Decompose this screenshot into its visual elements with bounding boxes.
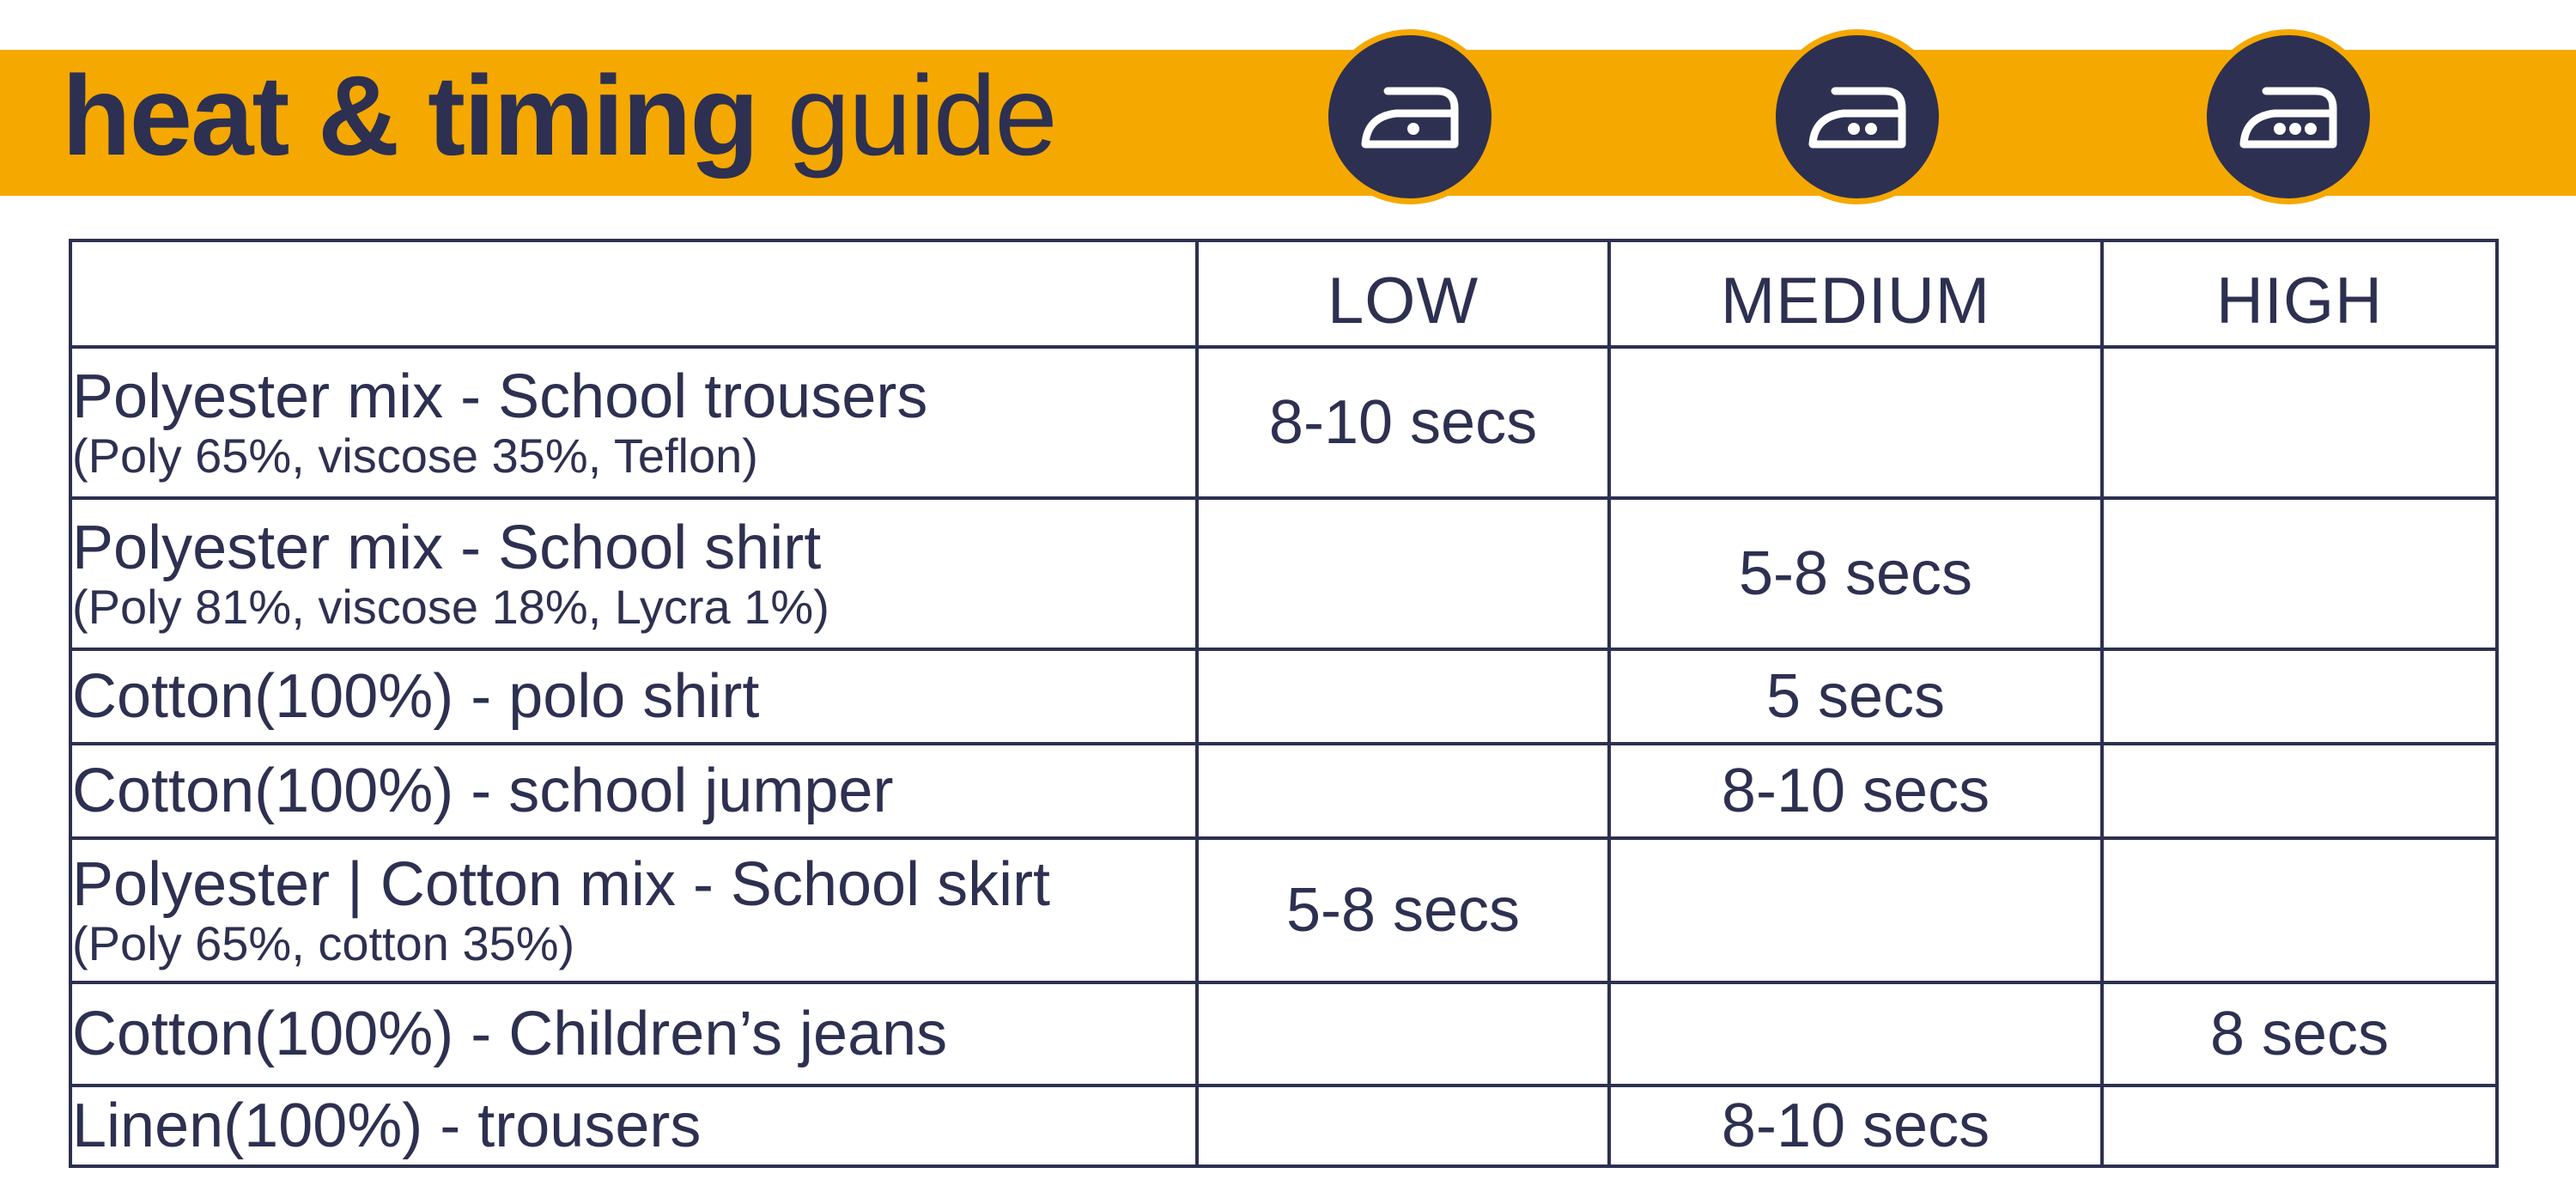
low-cell [1197, 744, 1609, 838]
fabric-composition: (Poly 65%, cotton 35%) [72, 916, 575, 970]
high-cell [2102, 498, 2497, 649]
low-cell [1197, 498, 1609, 649]
fabric-cell [70, 347, 1197, 498]
low-cell: 5-8 secs [1197, 838, 1609, 982]
fabric-cell [70, 744, 1197, 838]
header-high: HIGH [2102, 240, 2497, 347]
iron-glyph [1358, 82, 1462, 151]
fabric-name: Cotton(100%) - polo shirt [72, 662, 760, 731]
medium-cell: 5 secs [1609, 649, 2102, 744]
fabric-name: Polyester | Cotton mix - School skirt [72, 850, 1051, 919]
high-cell: 8 secs [2102, 982, 2497, 1085]
fabric-cell [70, 498, 1197, 649]
heat-timing-table [69, 239, 2499, 1168]
fabric-name: Cotton(100%) - Children’s jeans [72, 1000, 948, 1068]
iron-one-dot-icon [1322, 29, 1498, 204]
low-cell: 8-10 secs [1197, 347, 1609, 498]
high-cell [2102, 347, 2497, 498]
medium-cell: 8-10 secs [1609, 1085, 2102, 1166]
fabric-cell [70, 838, 1197, 982]
header-row [70, 240, 2497, 347]
header-fabric [70, 240, 1197, 347]
low-cell [1197, 982, 1609, 1085]
medium-cell: 5-8 secs [1609, 498, 2102, 649]
medium-cell: 8-10 secs [1609, 744, 2102, 838]
table-row [70, 1085, 2497, 1166]
iron-glyph [1805, 82, 1910, 151]
iron-glyph [2236, 82, 2341, 151]
medium-cell [1609, 982, 2102, 1085]
high-cell [2102, 1085, 2497, 1166]
table-row [70, 347, 2497, 498]
medium-cell [1609, 347, 2102, 498]
fabric-composition: (Poly 65%, viscose 35%, Teflon) [72, 429, 758, 483]
iron-three-dots-icon [2201, 29, 2376, 204]
high-cell [2102, 649, 2497, 744]
fabric-name: Polyester mix - School shirt [72, 514, 822, 582]
table-row [70, 498, 2497, 649]
table-row [70, 649, 2497, 744]
header-low: LOW [1197, 240, 1609, 347]
page-title [62, 43, 1056, 189]
fabric-name: Linen(100%) - trousers [72, 1092, 702, 1160]
high-cell [2102, 744, 2497, 838]
low-cell [1197, 1085, 1609, 1166]
low-cell [1197, 649, 1609, 744]
iron-two-dots-icon [1770, 29, 1945, 204]
fabric-name: Polyester mix - School trousers [72, 362, 928, 431]
high-cell [2102, 838, 2497, 982]
title-bold: heat & timing [62, 52, 758, 179]
header-medium: MEDIUM [1609, 240, 2102, 347]
fabric-name: Cotton(100%) - school jumper [72, 757, 894, 825]
table-row [70, 744, 2497, 838]
table-row [70, 838, 2497, 982]
table-row [70, 982, 2497, 1085]
title-light: guide [787, 52, 1056, 179]
fabric-cell [70, 1085, 1197, 1166]
fabric-composition: (Poly 81%, viscose 18%, Lycra 1%) [72, 580, 829, 634]
fabric-cell [70, 649, 1197, 744]
fabric-cell [70, 982, 1197, 1085]
medium-cell [1609, 838, 2102, 982]
